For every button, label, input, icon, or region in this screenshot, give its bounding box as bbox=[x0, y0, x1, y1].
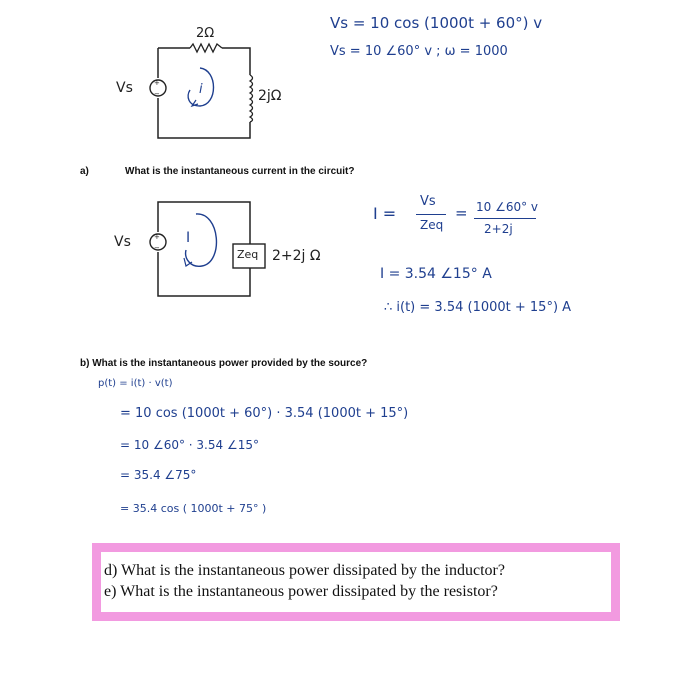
current-phasor: I = 3.54 ∠15° A bbox=[380, 266, 492, 282]
source-label-2: Vs bbox=[114, 234, 131, 250]
current-loop-arrow-2 bbox=[186, 214, 217, 266]
fraction-bar bbox=[474, 218, 536, 219]
part-b-question: b) What is the instantaneous power provided by the source? bbox=[80, 358, 368, 369]
source-label: Vs bbox=[116, 80, 133, 96]
ratio-bar bbox=[416, 214, 446, 215]
fraction-denominator: 2+2j bbox=[484, 222, 513, 236]
highlighted-question-box bbox=[92, 543, 620, 621]
power-definition: p(t) = i(t) · v(t) bbox=[98, 378, 173, 389]
inductor-label: 2jΩ bbox=[258, 88, 282, 104]
power-step-3: = 35.4 ∠75° bbox=[120, 468, 197, 482]
svg-text:+: + bbox=[154, 233, 160, 241]
power-step-1: = 10 cos (1000t + 60°) · 3.54 (1000t + 15°) bbox=[120, 406, 409, 421]
resistor-label: 2Ω bbox=[196, 26, 215, 41]
ratio-denominator: Zeq bbox=[420, 218, 444, 232]
fraction-numerator: 10 ∠60° v bbox=[476, 200, 539, 214]
current-label-2: I bbox=[186, 230, 191, 246]
power-step-4: = 35.4 cos ( 1000t + 75° ) bbox=[120, 502, 267, 515]
circuit-2-wire bbox=[158, 202, 250, 244]
given-phasor: Vs = 10 ∠60° v ; ω = 1000 bbox=[330, 44, 508, 59]
part-a-label: a) bbox=[80, 166, 89, 177]
given-time-domain: Vs = 10 cos (1000t + 60°) v bbox=[330, 14, 543, 32]
zeq-value: 2+2j Ω bbox=[272, 248, 321, 264]
current-time-domain: ∴ i(t) = 3.54 (1000t + 15°) A bbox=[384, 300, 572, 315]
ratio-numerator: Vs bbox=[420, 194, 436, 209]
current-label: i bbox=[199, 82, 203, 97]
svg-text:+: + bbox=[154, 79, 160, 87]
zeq-label: Zeq bbox=[237, 248, 259, 261]
question-d: d) What is the instantaneous power dissipated by the inductor? bbox=[104, 562, 505, 579]
power-step-2: = 10 ∠60° · 3.54 ∠15° bbox=[120, 438, 259, 452]
ratio-left: I = bbox=[373, 204, 397, 223]
svg-text:−: − bbox=[154, 90, 160, 98]
svg-text:−: − bbox=[154, 244, 160, 252]
part-a-question: What is the instantaneous current in the circuit? bbox=[125, 166, 355, 177]
question-e: e) What is the instantaneous power dissipated by the resistor? bbox=[104, 583, 498, 600]
equals-sign: = bbox=[455, 204, 468, 222]
